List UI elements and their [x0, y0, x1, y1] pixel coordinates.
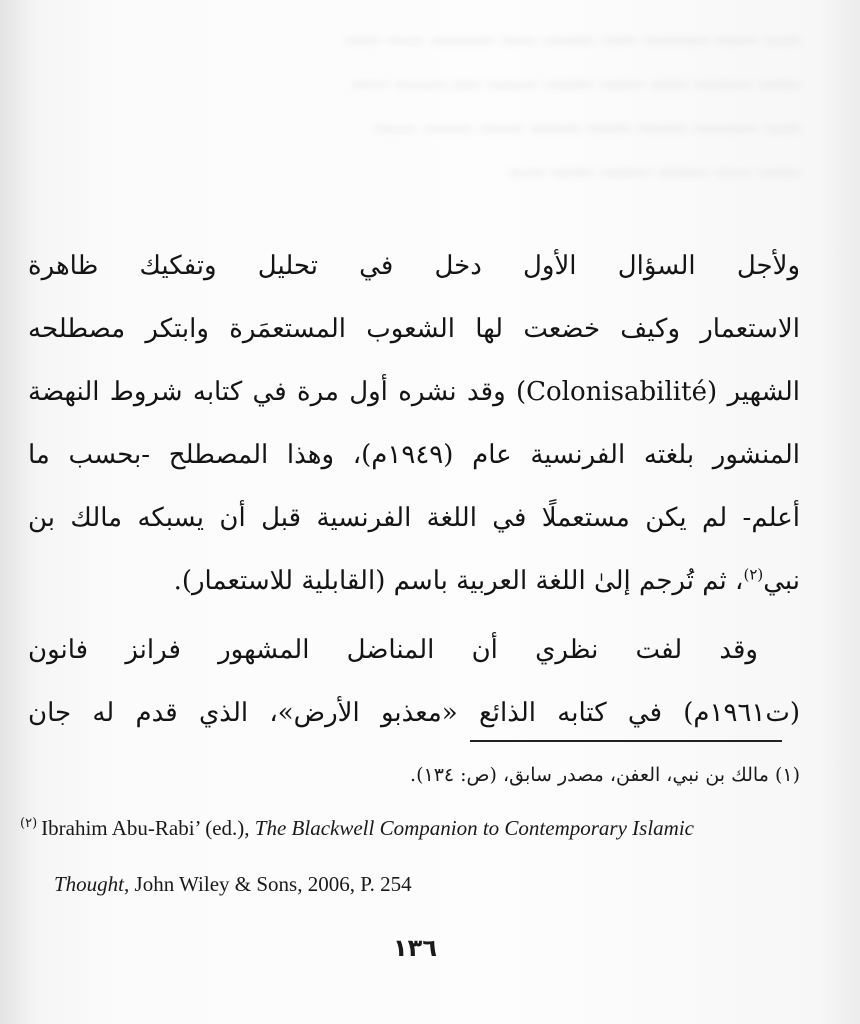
footnote-2-title: The Blackwell Companion to Contemporary Islamic [254, 816, 694, 840]
footnote-2-author: Ibrahim Abu-Rabi’ (ed.), [41, 816, 250, 840]
footnote-1: (١) مالك بن نبي، العفن، مصدر سابق، (ص: ١٣٤). [410, 764, 800, 786]
text-line: الشهير (Colonisabilité) وقد نشره أول مرة في كتابه شروط النهضة [28, 377, 800, 407]
text-line: ولأجل السؤال الأول دخل في تحليل وتفكيك ظاهرة [28, 251, 800, 281]
text-segment: نبي [763, 566, 800, 596]
page-number: ١٣٦ [393, 934, 437, 962]
text-line: (ت١٩٦١م) في كتابه الذائع «معذبو الأرض»، الذي قدم له جان [28, 698, 800, 728]
bleed-through-text: ـــــ ــــــ ـــــــــ ـــــ ـــــــ ـــــ ـــــــــ ـــــ ـــــ ــــــ ــــــــ ـــــ ــــــ ـــــــ ـــــــ ــــ ـــــــ ـــــ ـــــ ـــــــــ ـــــــ ــــــ ـــــــ ــــــ ـــــــ ــــــ ــــــ ـــــ ـــــــ ـــــــ ــــــ ـــــ [345, 20, 800, 180]
footnote-2-marker: (٢) [20, 816, 38, 831]
footnote-2 [20, 816, 694, 841]
footnote-marker: (٢) [743, 565, 764, 584]
text-line: المنشور بلغته الفرنسية عام (١٩٤٩م)، وهذا المصطلح -بحسب ما [28, 440, 800, 470]
footnote-divider [470, 740, 782, 742]
footnote-2-publisher: , John Wiley & Sons, 2006, P. 254 [124, 872, 412, 896]
text-segment: ، ثم تُرجم إلىٰ اللغة العربية باسم (القابلية للاستعمار). [173, 566, 744, 596]
footnote-2-title-cont: Thought [54, 872, 125, 896]
text-line: أعلم- لم يكن مستعملًا في اللغة الفرنسية قبل أن يسبكه مالك بن [28, 503, 800, 533]
main-text [28, 235, 800, 745]
text-line: الاستعمار وكيف خضعت لها الشعوب المستعمَرة وابتكر مصطلحه [28, 314, 800, 344]
footnote-2-continuation [54, 872, 412, 897]
text-line: وقد لفت نظري أن المناضل المشهور فرانز فانون [28, 635, 758, 665]
text-line [28, 550, 800, 613]
